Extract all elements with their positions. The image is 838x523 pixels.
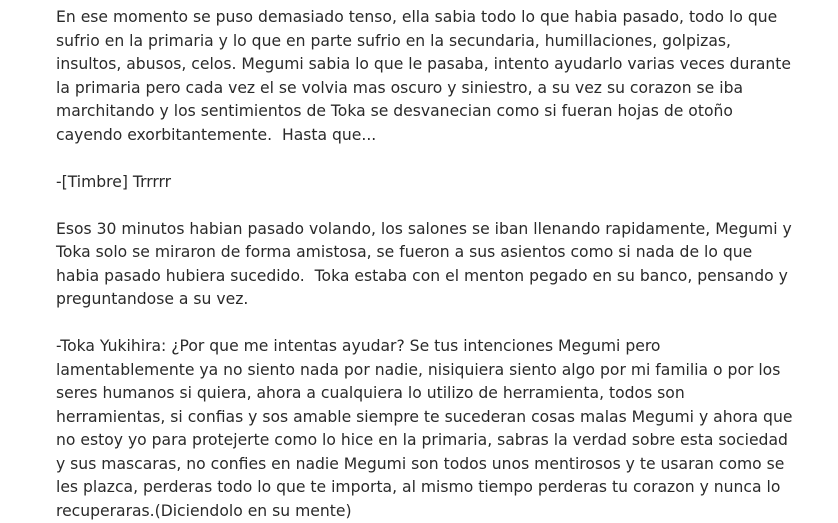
paragraph-narration-classroom: Esos 30 minutos habian pasado volando, los salones se iban llenando rapidamente, Megumi y Toka solo se miraron de forma amistosa, se fueron a sus asientos como si nada de lo que habia pasado hubiera sucedido. Toka estaba con el menton pegado en su banco, pensando y preguntandose a su vez. bbox=[56, 219, 797, 308]
paragraph-bell: -[Timbre] Trrrrr bbox=[56, 172, 172, 191]
paragraph-toka-thoughts: -Toka Yukihira: ¿Por que me intentas ayudar? Se tus intenciones Megumi pero lamentablemente ya no siento nada por nadie, nisiquiera siento algo por mi familia o por los seres humanos si quiera, ahora a cualquiera lo utilizo de herramienta, todos son herramientas, si confias y sos amable siempre te sucederan cosas malas Megumi y ahora que no estoy yo para protejerte como lo hice en la primaria, sabras la verdad sobre esta sociedad y sus mascaras, no confies en nadie Megumi son todos unos mentirosos y te usaran como se les plazca, perderas todo lo que te importa, al mismo tiempo perderas tu corazon y nunca lo recuperaras.(Diciendolo en su mente) bbox=[56, 337, 798, 520]
paragraph-narration-tension: En ese momento se puso demasiado tenso, ella sabia todo lo que habia pasado, todo lo que sufrio en la primaria y lo que en parte sufrio en la secundaria, humillaciones, golpizas, insultos, abusos, celos. Megumi sabia lo que le pasaba, intento ayudarlo varias veces durante la primaria pero cada vez el se volvia mas oscuro y siniestro, a su vez su corazon se iba marchitando y los sentimientos de Toka se desvanecian como si fueran hojas de otoño cayendo exorbitantemente. Hasta que... bbox=[56, 8, 796, 144]
